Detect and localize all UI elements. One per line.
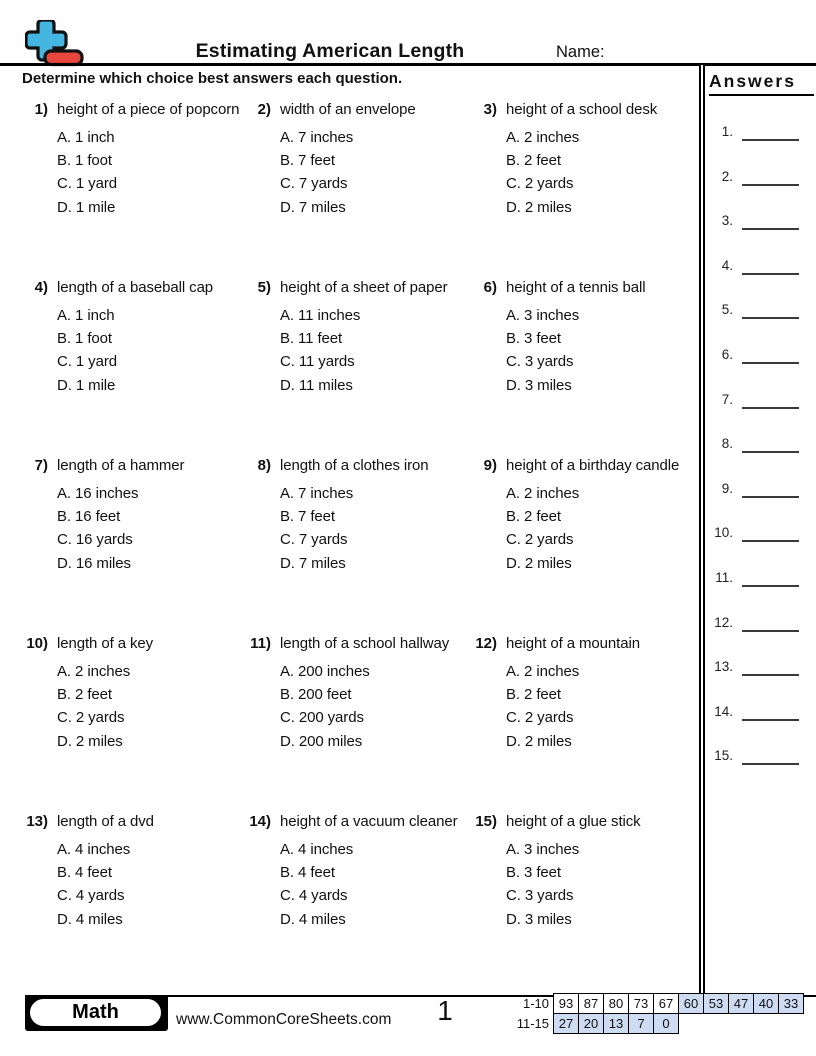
question-number: 4) [34,279,48,296]
choice-d: D. 4 miles [280,910,346,928]
choices [506,838,696,932]
question-prompt: height of a vacuum cleaner [280,813,458,830]
choice-b: B. 7 feet [280,507,335,525]
question-number: 3) [483,101,497,118]
answer-row-8 [709,436,816,481]
choice-c: C. 2 yards [506,531,574,549]
question-9 [469,456,696,634]
choice-c: C. 2 yards [506,175,574,193]
question-number: 2) [257,101,271,118]
worksheet-title: Estimating American Length [195,40,465,62]
choice-c: C. 2 yards [57,709,125,727]
answer-number: 13. [714,659,733,675]
score-cell: 87 [578,993,604,1014]
score-cell: 53 [703,993,729,1014]
question-prompt: height of a birthday candle [506,457,680,474]
choice-a: A. 7 inches [280,484,354,502]
choice-b: B. 4 feet [280,863,335,881]
answer-blank [742,169,799,186]
question-number: 13) [26,813,48,830]
choice-b: B. 3 feet [506,863,561,881]
choices [506,304,696,398]
question-prompt: height of a piece of popcorn [57,101,240,118]
answer-blank [742,258,799,275]
header-rule [0,63,816,66]
answer-blank [742,570,799,587]
choice-b: B. 11 feet [280,329,343,347]
choice-c: C. 4 yards [57,887,125,905]
score-cell: 40 [753,993,779,1014]
answer-row-14 [709,704,816,749]
choices [57,126,243,220]
question-prompt: length of a key [57,635,154,652]
choice-a: A. 3 inches [506,306,580,324]
question-prompt: height of a tennis ball [506,279,646,296]
choice-a: A. 2 inches [506,128,580,146]
choices [57,838,243,932]
answer-blank [742,347,799,364]
score-cell: 80 [603,993,629,1014]
choice-a: A. 4 inches [280,840,354,858]
choice-d: D. 16 miles [57,554,131,572]
question-5 [243,278,469,456]
choice-d: D. 3 miles [506,376,572,394]
choice-c: C. 7 yards [280,531,348,549]
answer-number: 10. [714,525,733,541]
question-prompt: length of a dvd [57,813,154,830]
choice-c: C. 1 yard [57,175,117,193]
score-grid [505,993,803,1034]
score-cell: 20 [578,1013,604,1034]
question-prompt: length of a school hallway [280,635,450,652]
score-cell: 0 [653,1013,679,1034]
answer-blank [742,525,799,542]
answer-blank [742,436,799,453]
answer-row-10 [709,525,816,570]
choice-d: D. 2 miles [506,554,572,572]
choices [280,660,469,754]
choice-b: B. 2 feet [506,685,561,703]
choice-c: C. 11 yards [280,353,355,371]
choice-a: A. 2 inches [506,484,580,502]
answer-blank [742,213,799,230]
question-prompt: width of an envelope [280,101,416,118]
choices [280,126,469,220]
choices [280,482,469,576]
question-prompt: height of a school desk [506,101,658,118]
question-number: 6) [483,279,497,296]
question-prompt: height of a glue stick [506,813,641,830]
questions-grid [20,100,696,990]
answer-row-7 [709,392,816,437]
score-cell: 60 [678,993,704,1014]
question-number: 7) [34,457,48,474]
question-2 [243,100,469,278]
score-row-label: 1-10 [522,996,549,1011]
choice-c: C. 16 yards [57,531,133,549]
plus-minus-logo-icon [25,20,87,67]
question-number: 5) [257,279,271,296]
choices [506,660,696,754]
score-cell: 67 [653,993,679,1014]
choice-a: A. 1 inch [57,128,115,146]
choice-d: D. 2 miles [506,732,572,750]
question-10 [20,634,243,812]
choices [280,304,469,398]
answer-number: 4. [721,257,733,273]
question-number: 15) [475,813,497,830]
choice-b: B. 7 feet [280,151,335,169]
question-number: 11) [250,635,271,652]
choices [506,126,696,220]
question-13 [20,812,243,990]
math-badge [25,995,168,1031]
question-15 [469,812,696,990]
question-number: 10) [26,635,48,652]
answers-title: Answers [709,71,814,96]
answer-blank [742,615,799,632]
answer-row-11 [709,570,816,615]
score-row-2 [505,1013,803,1034]
question-prompt: length of a clothes iron [280,457,429,474]
answer-number: 6. [721,346,733,362]
answer-number: 14. [714,703,733,719]
score-cell: 73 [628,993,654,1014]
question-number: 14) [249,813,271,830]
choice-c: C. 200 yards [280,709,364,727]
answer-blank [742,659,799,676]
score-row-1 [505,993,803,1014]
name-label: Name: [556,43,605,61]
choice-a: A. 4 inches [57,840,131,858]
score-cell: 93 [553,993,579,1014]
choice-c: C. 3 yards [506,353,574,371]
score-cell: 47 [728,993,754,1014]
question-1 [20,100,243,278]
choice-c: C. 7 yards [280,175,348,193]
answer-number: 12. [714,614,733,630]
choice-a: A. 16 inches [57,484,139,502]
website-text: www.CommonCoreSheets.com [176,1011,392,1028]
score-cell: 7 [628,1013,654,1034]
page-number: 1 [437,995,453,1026]
score-row-label: 11-15 [516,1016,549,1031]
question-11 [243,634,469,812]
answer-row-9 [709,481,816,526]
choice-d: D. 7 miles [280,554,346,572]
question-12 [469,634,696,812]
choice-b: B. 2 feet [57,685,112,703]
choice-b: B. 2 feet [506,151,561,169]
choices [506,482,696,576]
choices [57,304,243,398]
choice-b: B. 1 foot [57,329,112,347]
answer-number: 1. [721,124,733,139]
choice-c: C. 2 yards [506,709,574,727]
answer-blank [742,704,799,721]
choice-c: C. 1 yard [57,353,117,371]
answer-row-4 [709,258,816,303]
question-number: 1) [34,101,48,118]
choices [280,838,469,932]
question-14 [243,812,469,990]
choice-d: D. 3 miles [506,910,572,928]
choice-d: D. 1 mile [57,198,116,216]
choice-a: A. 3 inches [506,840,580,858]
score-cell: 33 [778,993,804,1014]
choice-a: A. 2 inches [506,662,580,680]
answer-number: 15. [714,748,733,764]
answer-number: 9. [721,480,733,496]
question-number: 12) [475,635,497,652]
answer-number: 5. [721,302,733,318]
choice-d: D. 200 miles [280,732,363,750]
choice-b: B. 2 feet [506,507,561,525]
answer-row-3 [709,213,816,258]
question-4 [20,278,243,456]
answers-panel [705,65,816,793]
score-cell: 27 [553,1013,579,1034]
question-8 [243,456,469,634]
choice-c: C. 4 yards [280,887,348,905]
choice-a: A. 11 inches [280,306,361,324]
choice-b: B. 4 feet [57,863,112,881]
choice-a: A. 7 inches [280,128,354,146]
choice-c: C. 3 yards [506,887,574,905]
answer-number: 7. [721,391,733,407]
answers-list [705,124,816,793]
answer-row-6 [709,347,816,392]
answer-blank [742,748,799,765]
choices [57,660,243,754]
choice-a: A. 1 inch [57,306,115,324]
answer-number: 8. [721,436,733,452]
choice-b: B. 16 feet [57,507,121,525]
instruction-text: Determine which choice best answers each question. [22,70,403,87]
question-prompt: length of a hammer [57,457,185,474]
answer-row-15 [709,748,816,793]
question-prompt: height of a sheet of paper [280,279,448,296]
answer-row-12 [709,615,816,660]
answer-number: 2. [721,168,733,184]
question-prompt: length of a baseball cap [57,279,214,296]
score-cell: 13 [603,1013,629,1034]
choice-b: B. 1 foot [57,151,112,169]
subject-label: Math [30,999,161,1026]
answer-blank [742,392,799,409]
answer-row-1 [709,124,816,169]
question-number: 8) [257,457,271,474]
question-number: 9) [483,457,497,474]
choice-d: D. 2 miles [506,198,572,216]
answer-blank [742,124,799,141]
question-prompt: height of a mountain [506,635,640,652]
choice-d: D. 11 miles [280,376,353,394]
choice-a: A. 200 inches [280,662,370,680]
question-7 [20,456,243,634]
answer-row-5 [709,302,816,347]
choices [57,482,243,576]
question-3 [469,100,696,278]
answer-row-13 [709,659,816,704]
answer-number: 3. [721,213,733,229]
answer-blank [742,481,799,498]
choice-b: B. 200 feet [280,685,352,703]
question-6 [469,278,696,456]
choice-d: D. 2 miles [57,732,123,750]
choice-b: B. 3 feet [506,329,561,347]
choice-a: A. 2 inches [57,662,131,680]
answer-number: 11. [715,569,733,585]
choice-d: D. 4 miles [57,910,123,928]
answer-row-2 [709,169,816,214]
choice-d: D. 7 miles [280,198,346,216]
choice-d: D. 1 mile [57,376,116,394]
answer-blank [742,302,799,319]
